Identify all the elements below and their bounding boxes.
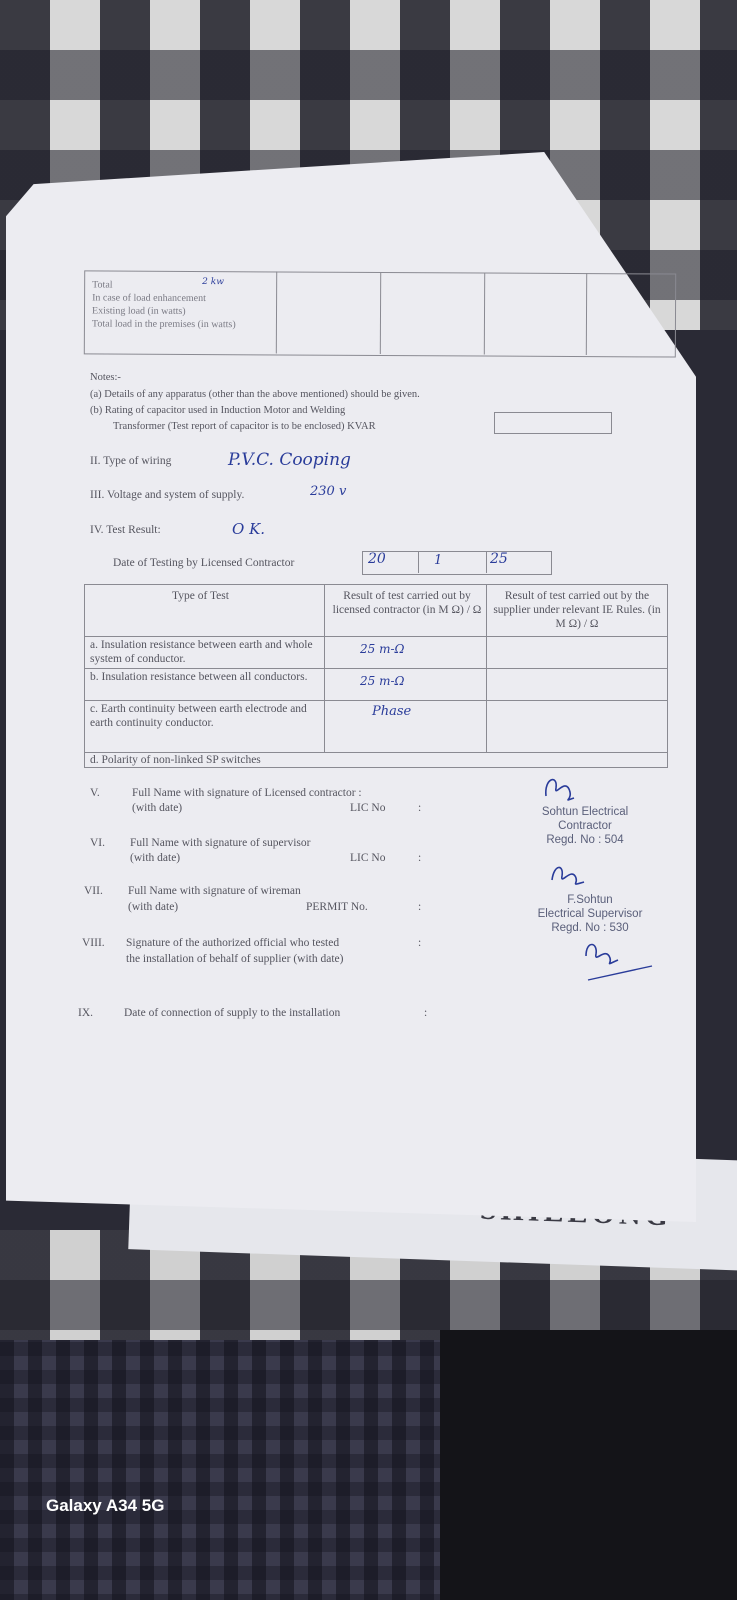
- test-row-a-result: 25 m-Ω: [360, 642, 405, 656]
- section-ix-num: IX.: [78, 1007, 94, 1019]
- test-row-c: c. Earth continuity between earth electrode and earth continuity conductor.: [90, 703, 307, 729]
- test-result-label: IV. Test Result:: [90, 524, 161, 536]
- testing-date-box: [362, 551, 552, 575]
- testing-date-month: 1: [434, 553, 443, 568]
- section-v-num: V.: [90, 787, 100, 799]
- supervisor-signature: [548, 860, 588, 890]
- testing-date-year: 25: [490, 551, 508, 567]
- contractor-stamp: [520, 805, 650, 847]
- section-v-lic: LIC No: [350, 802, 386, 814]
- notes-heading: Notes:-: [90, 372, 121, 383]
- section-vii-colon: :: [418, 901, 422, 913]
- load-row-enhancement: In case of load enhancement: [92, 292, 206, 305]
- col-header-supplier: Result of test carried out by the supplier under relevant IE Rules. (in M Ω) / Ω: [493, 590, 661, 630]
- col-header-type: Type of Test: [172, 590, 229, 602]
- section-vii-permit: PERMIT No.: [306, 901, 368, 913]
- section-vii-num: VII.: [84, 885, 103, 897]
- contractor-stamp-line3: Regd. No : 504: [546, 834, 624, 846]
- section-viii-num: VIII.: [82, 937, 105, 949]
- section-ix-colon: :: [424, 1007, 428, 1019]
- testing-date-day: 20: [368, 551, 386, 567]
- test-row-c-result: Phase: [372, 704, 412, 719]
- col-header-contractor: Result of test carried out by licensed contractor (in M Ω) / Ω: [332, 590, 482, 616]
- load-row-existing: Existing load (in watts): [91, 305, 186, 317]
- voltage-label: III. Voltage and system of supply.: [90, 489, 245, 501]
- contractor-signature: [540, 768, 580, 808]
- note-b: (b) Rating of capacitor used in Induction Motor and Welding: [90, 405, 346, 416]
- contractor-stamp-line1: Sohtun Electrical: [541, 806, 629, 818]
- test-result-value: O K.: [232, 520, 266, 538]
- test-row-b: b. Insulation resistance between all conductors.: [90, 671, 308, 683]
- dark-area: [440, 1330, 737, 1600]
- official-signature: [578, 936, 658, 986]
- load-row-total-premises: Total load in the premises (in watts): [91, 318, 236, 331]
- section-vii-line2: (with date): [128, 901, 179, 913]
- load-table: [84, 270, 684, 359]
- test-row-a: a. Insulation resistance between earth and whole system of conductor.: [90, 639, 313, 665]
- section-vii-line1: Full Name with signature of wireman: [128, 885, 301, 897]
- section-viii-line2: the installation of behalf of supplier (with date): [126, 953, 344, 965]
- section-viii-line1: Signature of the authorized official who tested: [126, 937, 340, 949]
- section-v-colon: :: [418, 802, 422, 814]
- section-v-line2: (with date): [132, 802, 183, 814]
- section-vi-num: VI.: [90, 837, 106, 849]
- load-total-value: 2 kw: [202, 277, 224, 288]
- device-watermark: Galaxy A34 5G: [46, 1496, 165, 1515]
- kvar-box: [494, 412, 612, 434]
- section-v-line1: Full Name with signature of Licensed contractor :: [132, 787, 362, 799]
- supervisor-stamp-line3: Regd. No : 530: [551, 922, 629, 934]
- wiring-label: II. Type of wiring: [90, 455, 172, 467]
- section-vi-line1: Full Name with signature of supervisor: [130, 837, 311, 849]
- testing-date-label: Date of Testing by Licensed Contractor: [113, 557, 295, 569]
- test-row-b-result: 25 m-Ω: [360, 674, 405, 688]
- section-vi-line2: (with date): [130, 852, 181, 864]
- supervisor-stamp-line2: Electrical Supervisor: [537, 908, 643, 920]
- section-ix-line1: Date of connection of supply to the installation: [124, 1007, 341, 1019]
- test-row-d: d. Polarity of non-linked SP switches: [90, 754, 261, 766]
- load-row-total: Total: [92, 279, 113, 291]
- wiring-value: P.V.C. Cooping: [228, 450, 351, 470]
- note-b-cont: Transformer (Test report of capacitor is to be enclosed) KVAR: [113, 421, 376, 432]
- section-vi-lic: LIC No: [350, 852, 386, 864]
- supervisor-stamp: [520, 893, 660, 935]
- supervisor-stamp-line1: F.Sohtun: [567, 894, 613, 906]
- voltage-value: 230 v: [310, 484, 347, 499]
- section-viii-colon: :: [418, 937, 422, 949]
- contractor-stamp-line2: Contractor: [558, 820, 612, 832]
- section-vi-colon: :: [418, 852, 422, 864]
- note-a: (a) Details of any apparatus (other than the above mentioned) should be given.: [90, 389, 420, 400]
